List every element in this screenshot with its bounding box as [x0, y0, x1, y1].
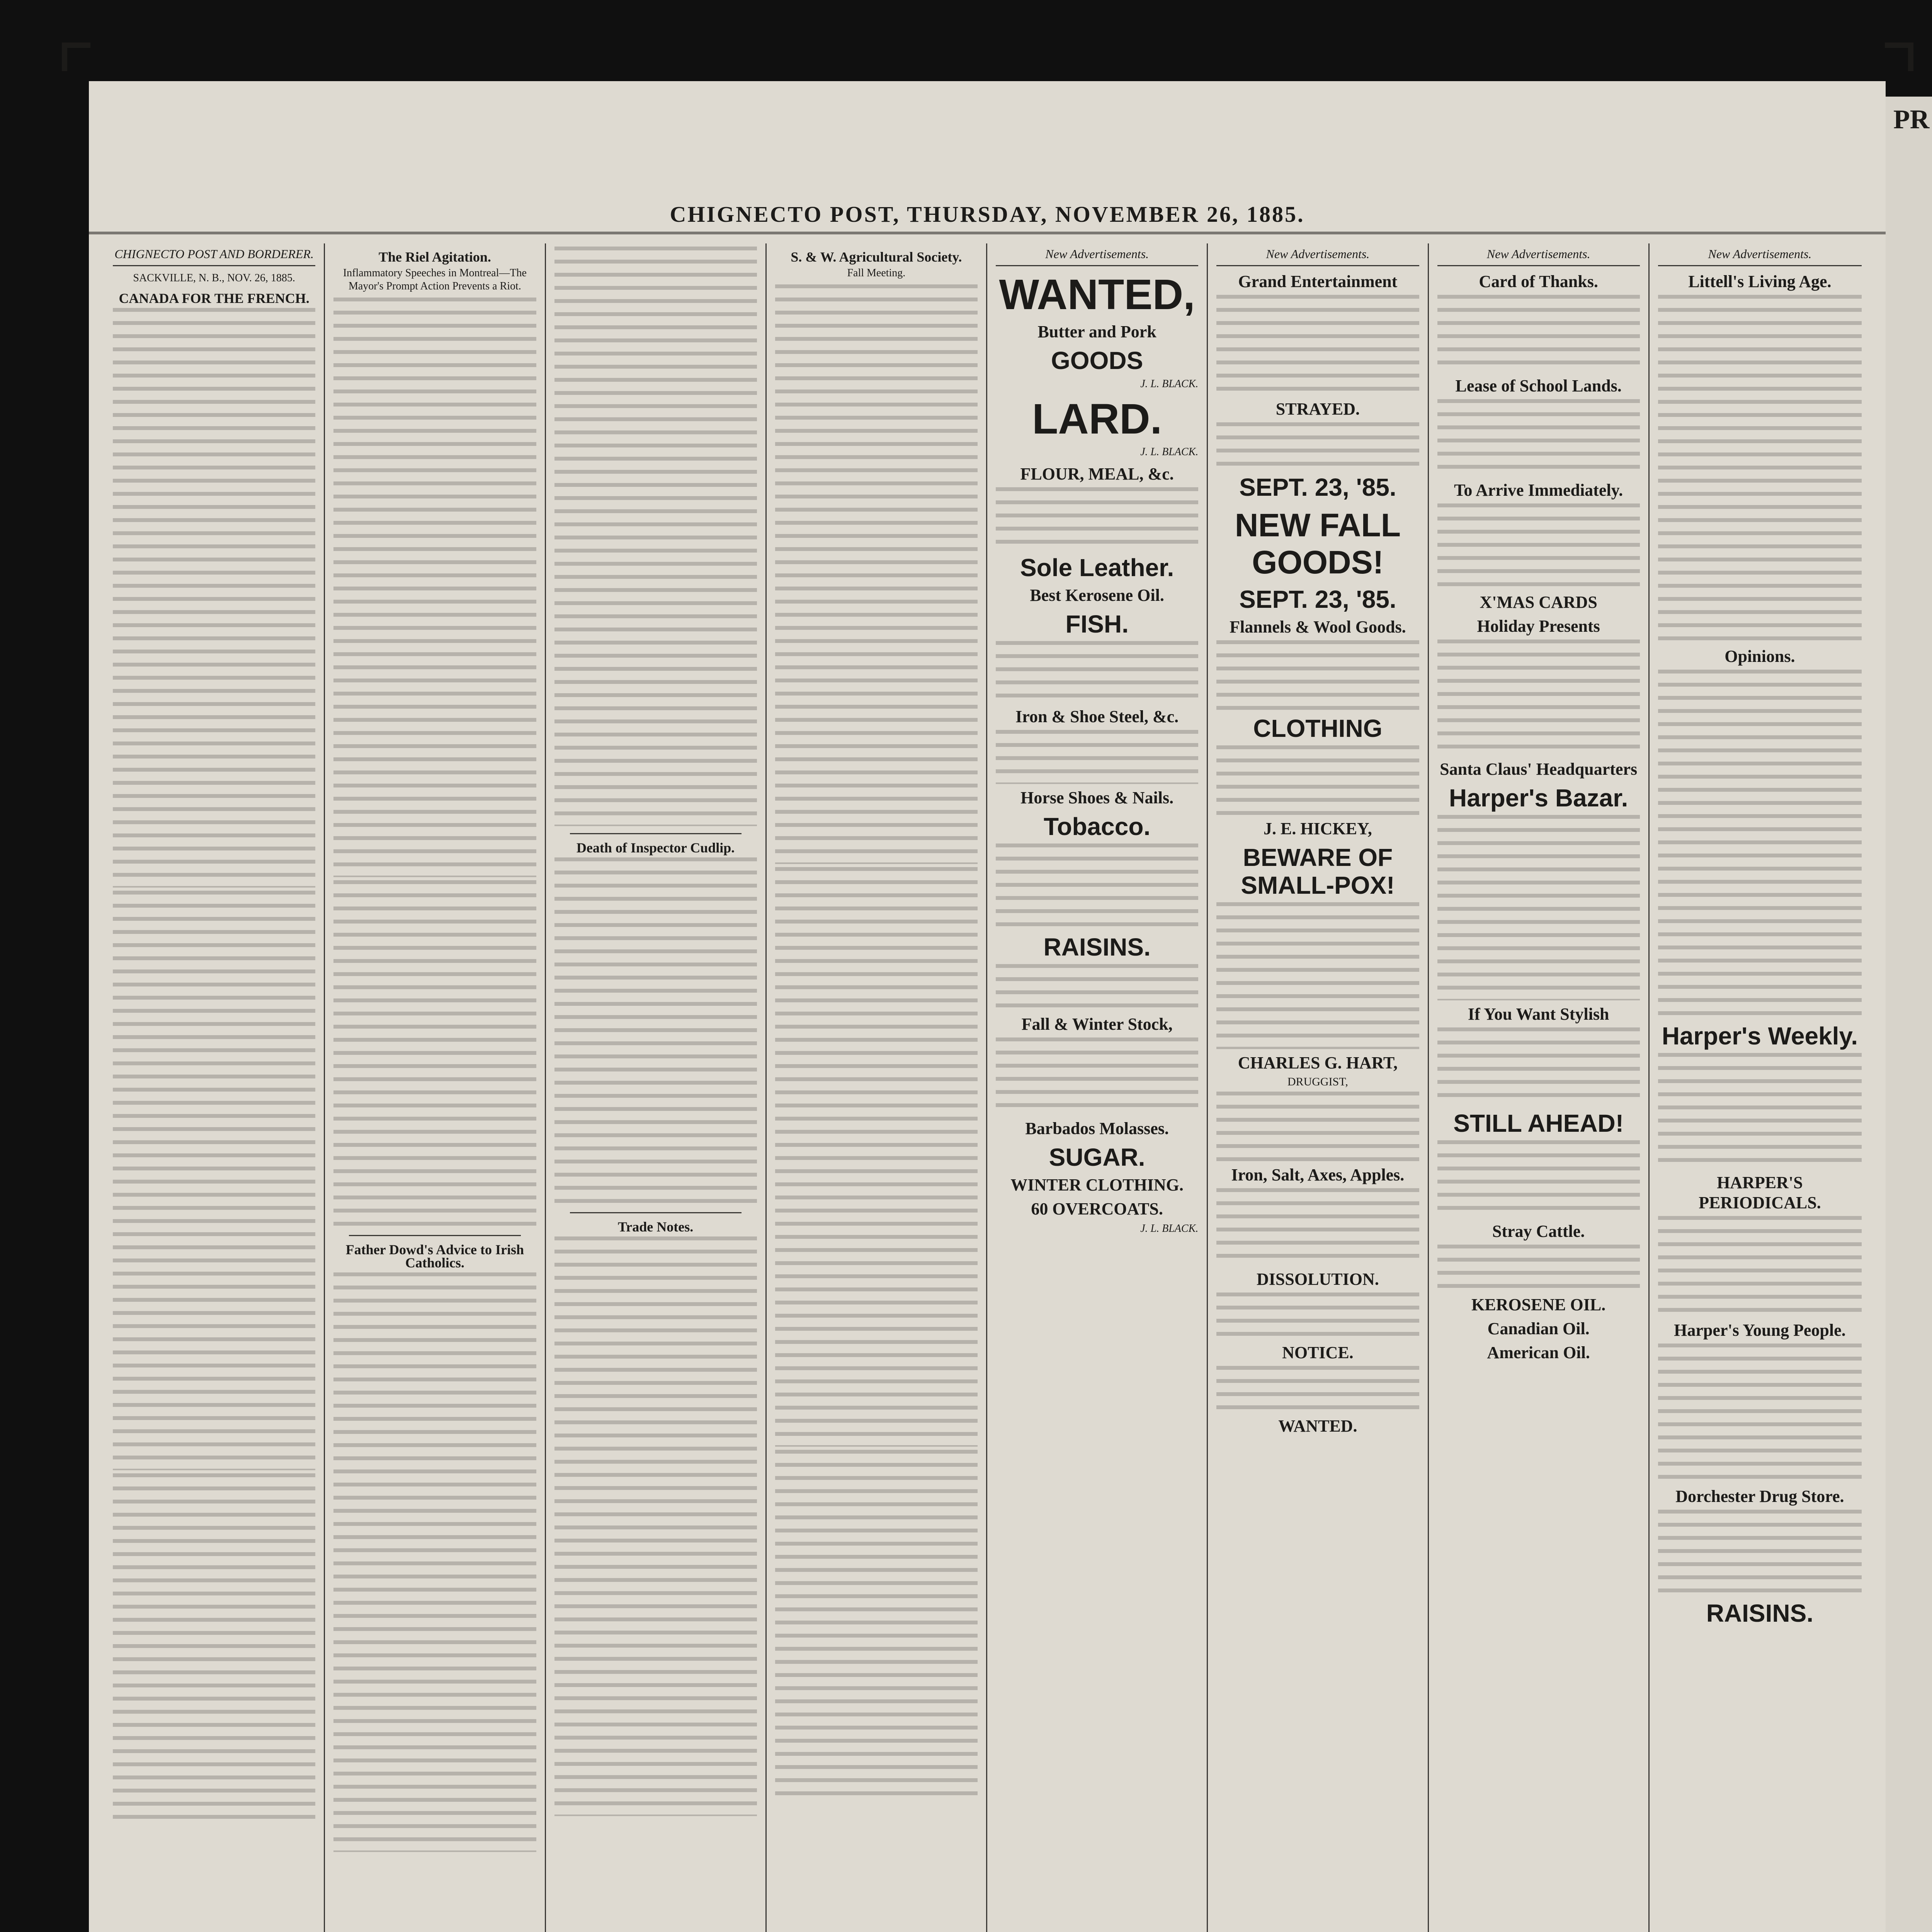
ad-stray-cattle: Stray Cattle.: [1492, 1222, 1585, 1241]
ad-sugar: SUGAR.: [1049, 1143, 1145, 1171]
dateline: SACKVILLE, N. B., NOV. 26, 1885.: [133, 272, 295, 284]
article-title: Death of Inspector Cudlip.: [576, 840, 735, 855]
column-4: [767, 243, 987, 1932]
article-title: Father Dowd's Advice to Irish Catholics.: [345, 1242, 524, 1270]
ad-body: [1437, 1140, 1640, 1218]
ad-tobacco: Tobacco.: [1044, 813, 1151, 840]
ad-body: [996, 1037, 1198, 1115]
ad-flour: FLOUR, MEAL, &c.: [1020, 464, 1174, 483]
crop-mark-top-left: [62, 43, 90, 71]
column-heading: New Advertisements.: [1658, 243, 1862, 266]
ad-clothing: CLOTHING: [1253, 714, 1383, 742]
ad-wanted: WANTED.: [1278, 1417, 1357, 1435]
ad-barbados: Barbados Molasses.: [1025, 1119, 1169, 1138]
ad-body: [1437, 639, 1640, 755]
newspaper-page: [89, 81, 1886, 1932]
ad-body: [1658, 1344, 1862, 1483]
ad-body: [1658, 1216, 1862, 1316]
column-3: [546, 243, 767, 1932]
ad-canadian-oil: Canadian Oil.: [1487, 1319, 1590, 1338]
article-subtitle: Inflammatory Speeches in Montreal—The Mayor's Prompt Action Prevents a Riot.: [343, 267, 527, 292]
ad-entertainment: Grand Entertainment: [1238, 272, 1398, 291]
ad-littell: Littell's Living Age.: [1688, 272, 1832, 291]
article-body: [554, 247, 757, 826]
column-heading: New Advertisements.: [996, 243, 1198, 266]
article-body: [333, 298, 536, 877]
ad-body: [1437, 503, 1640, 588]
column-heading: CHIGNECTO POST AND BORDERER.: [113, 243, 315, 266]
column-2: [325, 243, 546, 1932]
ad-signature: J. L. BLACK.: [1140, 446, 1199, 458]
column-8: [1650, 243, 1870, 1932]
ad-sept: SEPT. 23, '85.: [1239, 585, 1396, 613]
ad-strayed: STRAYED.: [1276, 400, 1360, 418]
ad-harpers-weekly: Harper's Weekly.: [1662, 1022, 1858, 1050]
column-heading: New Advertisements.: [1437, 243, 1640, 266]
ad-kerosene-oil: KEROSENE OIL.: [1471, 1295, 1606, 1314]
ad-new-fall-goods: NEW FALL GOODS!: [1235, 507, 1401, 580]
ad-line: Butter and Pork: [1037, 322, 1156, 341]
ad-horse-shoes: Horse Shoes & Nails.: [1020, 788, 1174, 807]
ad-body: [1216, 1366, 1419, 1412]
ad-body: [1437, 1245, 1640, 1291]
ad-body: [1658, 295, 1862, 643]
ad-lard: LARD.: [1032, 395, 1162, 443]
ad-dissolution: DISSOLUTION.: [1257, 1270, 1379, 1289]
ad-body: [1437, 399, 1640, 476]
article-body: [775, 1450, 978, 1798]
ad-overcoats: 60 OVERCOATS.: [1031, 1199, 1163, 1218]
columns-grid: [104, 243, 1870, 1932]
ad-hart: CHARLES G. HART,: [1238, 1053, 1398, 1072]
divider: [349, 1235, 520, 1236]
ad-body: [996, 844, 1198, 929]
ad-fish: FISH.: [1065, 610, 1129, 638]
ad-periodicals: HARPER'S PERIODICALS.: [1699, 1173, 1821, 1212]
adjacent-page-edge: [1886, 97, 1932, 1932]
column-heading: New Advertisements.: [1216, 243, 1419, 266]
column-1: [104, 243, 325, 1932]
adjacent-page-text: PR: [1893, 105, 1930, 134]
ad-drug-store: Dorchester Drug Store.: [1675, 1487, 1844, 1506]
ad-wanted: WANTED,: [999, 271, 1195, 318]
ad-lease: Lease of School Lands.: [1455, 376, 1622, 395]
ad-body: [996, 730, 1198, 784]
article-body: [333, 880, 536, 1228]
ad-body: [1216, 640, 1419, 710]
article-body: [113, 308, 315, 888]
ad-druggist: DRUGGIST,: [1287, 1075, 1348, 1088]
ad-signature: J. L. BLACK.: [1140, 1223, 1199, 1235]
article-title: The Riel Agitation.: [378, 249, 491, 265]
ad-body: [1658, 1510, 1862, 1595]
ad-santa: Santa Claus' Headquarters: [1440, 760, 1638, 779]
article-body: [113, 1473, 315, 1821]
column-7: [1429, 243, 1650, 1932]
ad-card-of-thanks: Card of Thanks.: [1479, 272, 1598, 291]
ad-raisins: RAISINS.: [1706, 1599, 1814, 1627]
article-body: [775, 867, 978, 1447]
ad-body: [1216, 745, 1419, 815]
ad-body: [1216, 1293, 1419, 1339]
ad-body: [1216, 1188, 1419, 1265]
ad-flannels: Flannels & Wool Goods.: [1230, 617, 1406, 636]
ad-body: [1216, 1092, 1419, 1161]
ad-body: [996, 487, 1198, 549]
ad-raisins: RAISINS.: [1043, 933, 1151, 961]
ad-bazar: Harper's Bazar.: [1449, 784, 1628, 812]
ad-signature: J. L. BLACK.: [1140, 378, 1199, 390]
ad-body: [1437, 295, 1640, 372]
ad-holiday: Holiday Presents: [1477, 617, 1600, 636]
ad-hickey: J. E. HICKEY,: [1263, 819, 1372, 838]
article-body: [333, 1272, 536, 1852]
article-subtitle: Fall Meeting.: [847, 267, 906, 279]
ad-body: [996, 964, 1198, 1010]
ad-body: [1437, 1027, 1640, 1105]
ad-xmas-cards: X'MAS CARDS: [1480, 593, 1597, 612]
ad-opinions: Opinions.: [1725, 647, 1795, 666]
ad-body: [1216, 295, 1419, 395]
ad-still-ahead: STILL AHEAD!: [1453, 1109, 1624, 1137]
masthead: CHIGNECTO POST, THURSDAY, NOVEMBER 26, 1885.: [89, 197, 1886, 234]
ad-winter-clothing: WINTER CLOTHING.: [1010, 1175, 1184, 1194]
ad-notice: NOTICE.: [1282, 1343, 1354, 1362]
ad-body: [1658, 670, 1862, 1017]
ad-iron: Iron & Shoe Steel, &c.: [1015, 707, 1179, 726]
ad-stylish: If You Want Stylish: [1468, 1005, 1609, 1024]
article-body: [775, 284, 978, 864]
ad-american-oil: American Oil.: [1487, 1343, 1590, 1362]
ad-body: [996, 641, 1198, 703]
ad-smallpox: BEWARE OF SMALL-POX!: [1241, 844, 1395, 899]
article-body: [554, 857, 757, 1205]
column-6: [1208, 243, 1429, 1932]
ad-sole-leather: Sole Leather.: [1020, 554, 1174, 582]
ad-young-people: Harper's Young People.: [1674, 1321, 1846, 1340]
divider: [570, 833, 742, 834]
column-5: [987, 243, 1208, 1932]
ad-line: GOODS: [1051, 347, 1143, 374]
ad-kerosene: Best Kerosene Oil.: [1030, 586, 1164, 605]
ad-sept: SEPT. 23, '85.: [1239, 473, 1396, 501]
article-title: S. & W. Agricultural Society.: [791, 249, 962, 265]
ad-body: [1437, 815, 1640, 1000]
article-body: [113, 891, 315, 1470]
divider: [570, 1212, 742, 1213]
ad-iron-salt: Iron, Salt, Axes, Apples.: [1231, 1165, 1405, 1184]
ad-body: [1216, 902, 1419, 1049]
ad-arrive: To Arrive Immediately.: [1454, 481, 1623, 500]
article-title: Trade Notes.: [617, 1219, 694, 1235]
crop-mark-top-right: [1885, 43, 1913, 71]
ad-body: [1216, 422, 1419, 469]
ad-body: [1658, 1053, 1862, 1169]
article-body: [554, 1236, 757, 1816]
article-title: CANADA FOR THE FRENCH.: [119, 291, 310, 306]
ad-fall-winter: Fall & Winter Stock,: [1021, 1015, 1173, 1034]
